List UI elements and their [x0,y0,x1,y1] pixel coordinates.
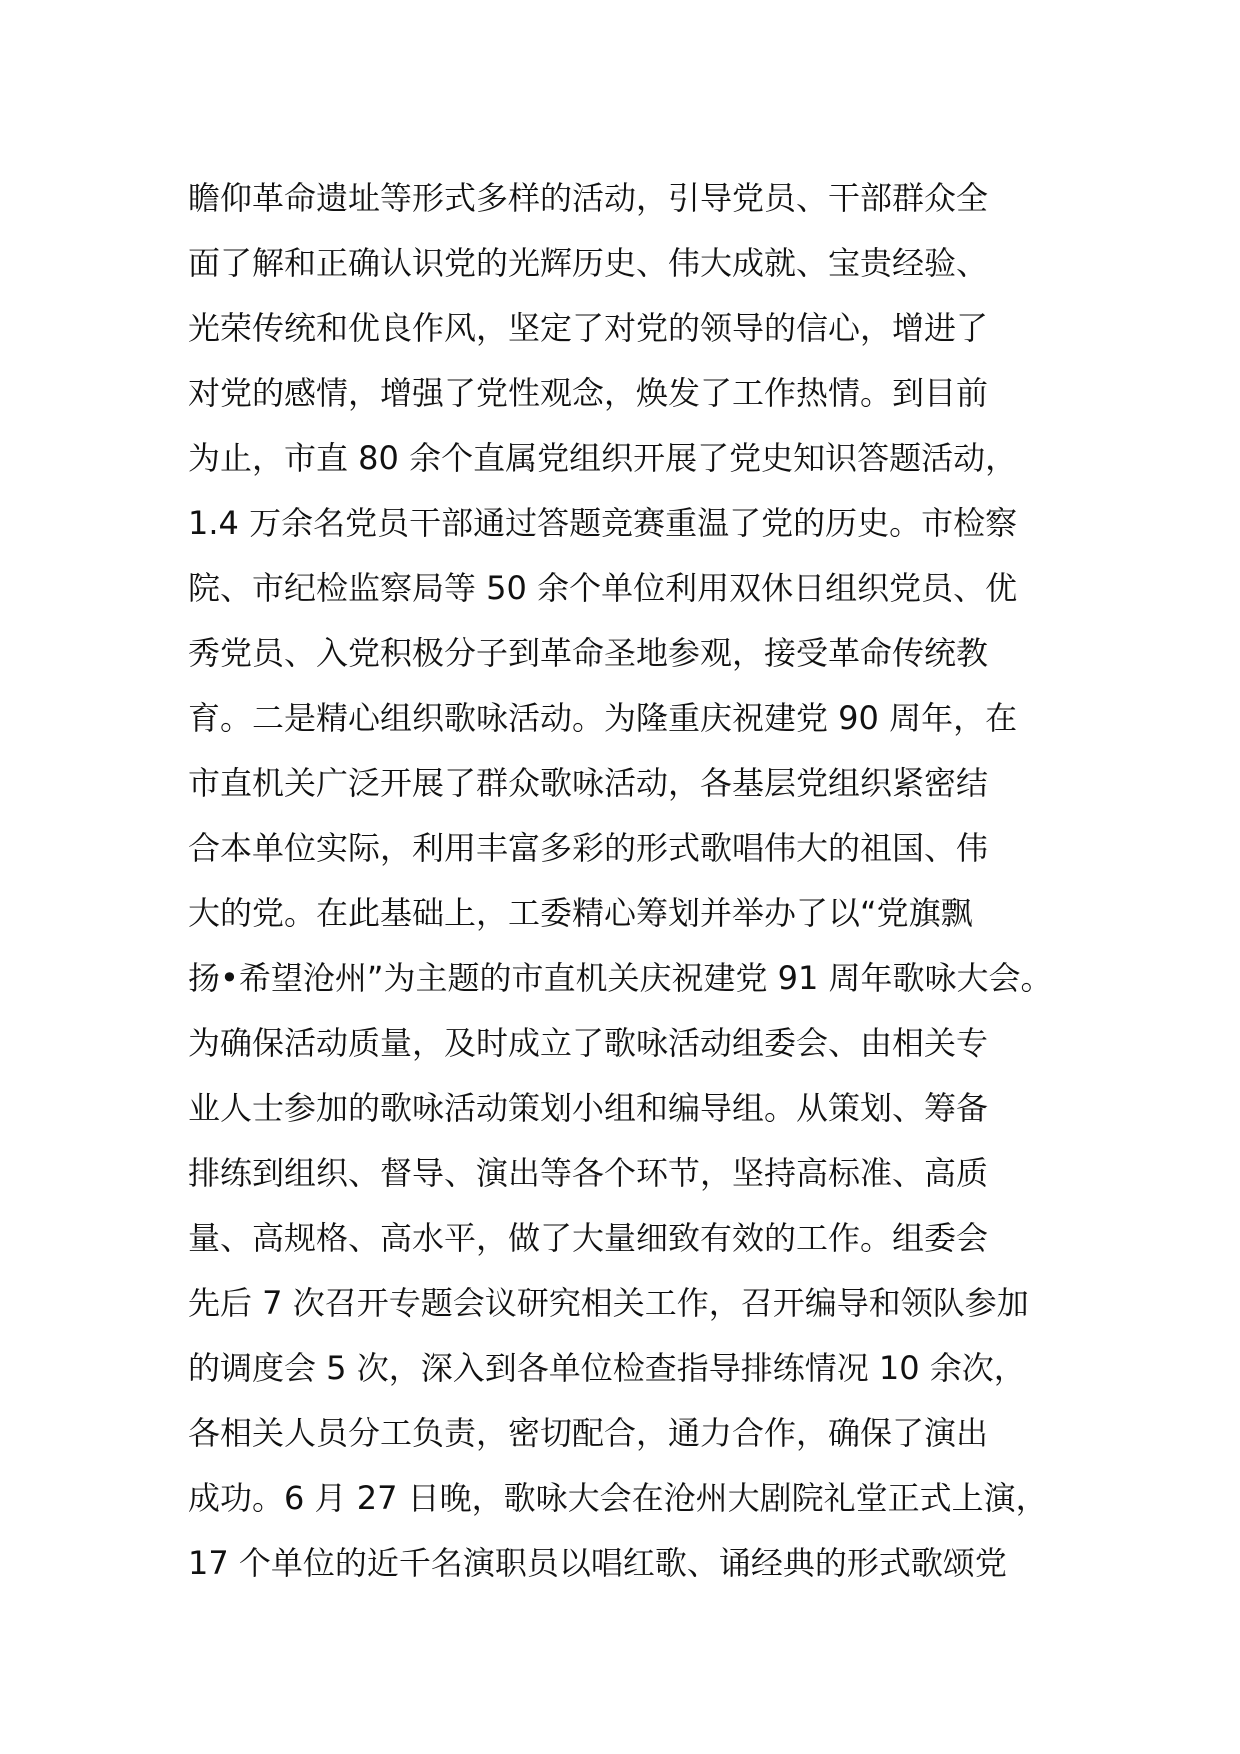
text-line: 量、高规格、高水平，做了大量细致有效的工作。组委会 [188,1219,989,1257]
text-line: 秀党员、入党积极分子到革命圣地参观，接受革命传统教 [188,634,989,672]
text-line: 业人士参加的歌咏活动策划小组和编导组。从策划、筹备 [188,1089,989,1127]
text-line: 瞻仰革命遗址等形式多样的活动，引导党员、干部群众全 [188,179,989,217]
text-line: 为止，市直 80 余个直属党组织开展了党史知识答题活动， [188,439,1018,477]
text-line: 育。二是精心组织歌咏活动。为隆重庆祝建党 90 周年，在 [188,699,1018,737]
text-line: 排练到组织、督导、演出等各个环节，坚持高标准、高质 [188,1154,989,1192]
text-line: 市直机关广泛开展了群众歌咏活动，各基层党组织紧密结 [188,764,989,802]
text-line: 为确保活动质量，及时成立了歌咏活动组委会、由相关专 [188,1024,989,1062]
body-text [188,166,1088,1596]
text-line: 的调度会 5 次，深入到各单位检查指导排练情况 10 余次， [188,1349,1026,1387]
text-line: 光荣传统和优良作风，坚定了对党的领导的信心，增进了 [188,309,989,347]
text-line: 1.4 万余名党员干部通过答题竞赛重温了党的历史。市检察 [188,504,1018,542]
text-line: 大的党。在此基础上，工委精心筹划并举办了以“党旗飘 [188,894,973,932]
text-line: 先后 7 次召开专题会议研究相关工作，召开编导和领队参加 [188,1284,1029,1322]
text-line: 17 个单位的近千名演职员以唱红歌、诵经典的形式歌颂党 [188,1544,1007,1582]
text-line: 合本单位实际，利用丰富多彩的形式歌唱伟大的祖国、伟 [188,829,989,867]
text-line: 对党的感情，增强了党性观念，焕发了工作热情。到目前 [188,374,989,412]
text-line: 院、市纪检监察局等 50 余个单位利用双休日组织党员、优 [188,569,1018,607]
text-line: 扬•希望沧州”为主题的市直机关庆祝建党 91 周年歌咏大会。 [188,959,1053,997]
text-line: 面了解和正确认识党的光辉历史、伟大成就、宝贵经验、 [188,244,989,282]
text-line: 成功。6 月 27 日晚，歌咏大会在沧州大剧院礼堂正式上演， [188,1479,1048,1517]
text-line: 各相关人员分工负责，密切配合，通力合作，确保了演出 [188,1414,989,1452]
